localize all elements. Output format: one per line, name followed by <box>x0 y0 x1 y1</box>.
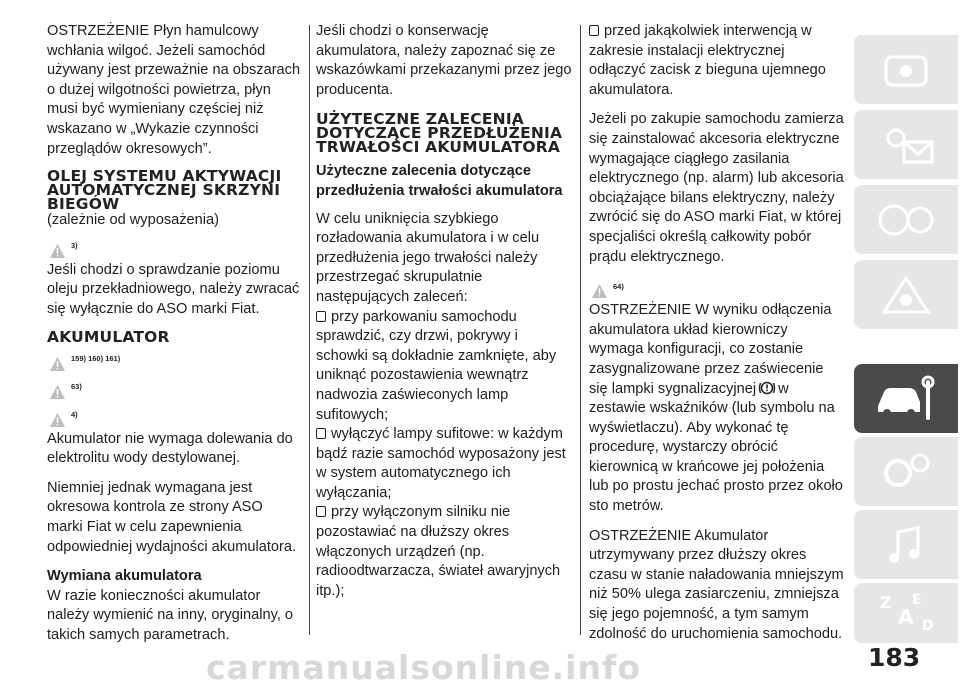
heading-gearbox-oil: OLEJ SYSTEMU AKTYWACJI AUTOMATYCZNEJ SKRZYNI BIEGÓW <box>47 167 282 214</box>
gears-icon <box>874 445 938 499</box>
heading-battery-tips: UŻYTECZNE ZALECENIA DOTYCZĄCE PRZEDŁUŻENIA TRWAŁOŚCI AKUMULATORA <box>316 110 563 157</box>
column-2 <box>316 22 572 601</box>
warning-triangle-icon <box>591 283 608 299</box>
subheading-battery-tips: Użyteczne zalecenia dotyczące przedłużenia trwałości akumulatora <box>316 163 563 199</box>
checkbox-bullet-icon <box>316 506 326 517</box>
watermark: carmanualsonline.info <box>206 648 641 687</box>
steering-warning: OSTRZEŻENIE W wyniku odłączenia akumulatora układ kierowniczy wymaga konfiguracji, co zostanie zasygnalizowane przez zaświecenie się lampki sygnalizacyjnej w zestawie wskaźników (lub symbolu na wyświetlaczu). Aby wykonać tę procedurę, wystarczy obrócić kierownicą w krańcowe jej położenia lub po prostu jechać prosto przez około sto metrów. <box>589 302 843 515</box>
warning-triangle-icon <box>49 356 66 372</box>
warning-ref-3 <box>49 374 301 400</box>
battery-replacement-text: W razie konieczności akumulator należy wymienić na inny, oryginalny, o takich samych parametrach. <box>47 587 294 643</box>
multimedia-icon <box>874 518 938 572</box>
index-letters-icon <box>874 586 938 640</box>
car-maintenance-icon <box>874 372 938 426</box>
tab-lights[interactable] <box>854 110 958 179</box>
heading-battery-replacement: Wymiana akumulatora <box>47 568 202 585</box>
tips-intro: W celu uniknięcia szybkiego rozładowania akumulatora i w celu przedłużenia jego trwałości należy przestrzegać skrupulatnie następujących zaleceń: <box>316 210 540 305</box>
svg-text:D: D <box>922 618 934 634</box>
warning-ref-2 <box>49 346 301 372</box>
tab-safety[interactable] <box>854 260 958 329</box>
warning-ref-label: 63) <box>71 381 82 391</box>
lights-mail-icon <box>874 118 938 172</box>
column-1 <box>47 22 301 655</box>
svg-text:Z: Z <box>880 593 892 612</box>
column-divider <box>309 25 310 635</box>
tip-item: przed jakąkolwiek interwencją w zakresie instalacji elektrycznej odłączyć zacisk z bieguna ujemnego akumulatora. <box>589 23 826 98</box>
tip-item: przy wyłączonym silniku nie pozostawiać na dłuższy okres włączonych urządzeń (np. radioodtwarzacza, świateł awaryjnych itp.); <box>316 504 561 599</box>
warning-ref-label: 64) <box>613 281 624 291</box>
tab-index[interactable] <box>854 583 958 643</box>
gearbox-oil-text: Jeśli chodzi o sprawdzanie poziomu oleju przekładniowego, należy zwracać się wyłącznie do ASO marki Fiat. <box>47 261 300 317</box>
svg-text:A: A <box>898 605 914 629</box>
tab-car-info[interactable] <box>854 35 958 104</box>
heading-battery: AKUMULATOR <box>47 327 170 346</box>
warning-triangle-icon <box>49 412 66 428</box>
battery-text-2: Niemniej jednak wymagana jest okresowa kontrola ze strony ASO marki Fiat w celu zapewnienia odpowiedniej wydajności akumulatora. <box>47 479 297 555</box>
tab-multimedia[interactable] <box>854 510 958 579</box>
equipment-note: (zależnie od wyposażenia) <box>47 212 219 229</box>
accessories-text: Jeżeli po zakupie samochodu zamierza się zainstalować akcesoria elektryczne wymagające ciągłego zasilania elektrycznego (np. alarm) lub akcesoria obciążające bilans elektryczny, należy zwrócić się do ASO marki Fiat, w której specjaliści określą całkowity pobór prądu elektrycznego. <box>589 111 844 265</box>
warning-ref-label: 4) <box>71 409 78 419</box>
maintenance-text: Jeśli chodzi o konserwację akumulatora, należy zapoznać się ze wskazówkami przekazanymi przez jego producenta. <box>316 23 572 98</box>
column-3 <box>589 22 845 654</box>
page-number: 183 <box>868 643 921 672</box>
svg-text:E: E <box>912 592 922 608</box>
tip-item: przy parkowaniu samochodu sprawdzić, czy drzwi, pokrywy i schowki są dokładnie zamknięte, aby uniknąć pozostawienia wewnątrz nadwozia zaświeconych lamp sufitowych; <box>316 308 557 423</box>
warning-ref-5 <box>591 273 845 299</box>
warning-lamps-icon <box>874 193 938 247</box>
tab-dashboard[interactable] <box>854 185 958 254</box>
steering-warning-lamp-icon <box>758 381 776 395</box>
battery-sulfation-warning: OSTRZEŻENIE Akumulator utrzymywany przez dłuższy okres czasu w stanie naładowania mniejszym niż 50% ulega zasiarczeniu, zmniejsza się jego pojemność, a tym samym zdolność do uruchomienia samochodu. <box>589 527 844 642</box>
brake-fluid-warning: OSTRZEŻENIE Płyn hamulcowy wchłania wilgoć. Jeżeli samochód używany jest przeważnie na obszarach o dużej wilgotności powietrza, płyn musi być wymieniany częściej niż wskazano w „Wykazie czynności przeglądów okresowych”. <box>47 23 301 157</box>
tip-item: wyłączyć lampy sufitowe: w każdym bądź razie samochód wyposażony jest w system automatycznego ich wyłączania; <box>316 426 566 501</box>
column-divider <box>580 25 581 635</box>
warning-ref-label: 159) 160) 161) <box>71 353 121 363</box>
warning-ref-1 <box>49 233 301 259</box>
checkbox-bullet-icon <box>316 311 326 322</box>
warning-triangle-icon <box>49 384 66 400</box>
safety-icon <box>874 268 938 322</box>
warning-ref-label: 3) <box>71 241 78 251</box>
tab-technical[interactable] <box>854 437 958 506</box>
tab-car-maintenance[interactable] <box>854 364 958 433</box>
checkbox-bullet-icon <box>589 25 599 36</box>
car-info-icon <box>874 43 938 97</box>
warning-triangle-icon <box>49 243 66 259</box>
battery-text-1: Akumulator nie wymaga dolewania do elektrolitu wody destylowanej. <box>47 430 293 467</box>
warning-ref-4 <box>49 402 301 428</box>
checkbox-bullet-icon <box>316 428 326 439</box>
